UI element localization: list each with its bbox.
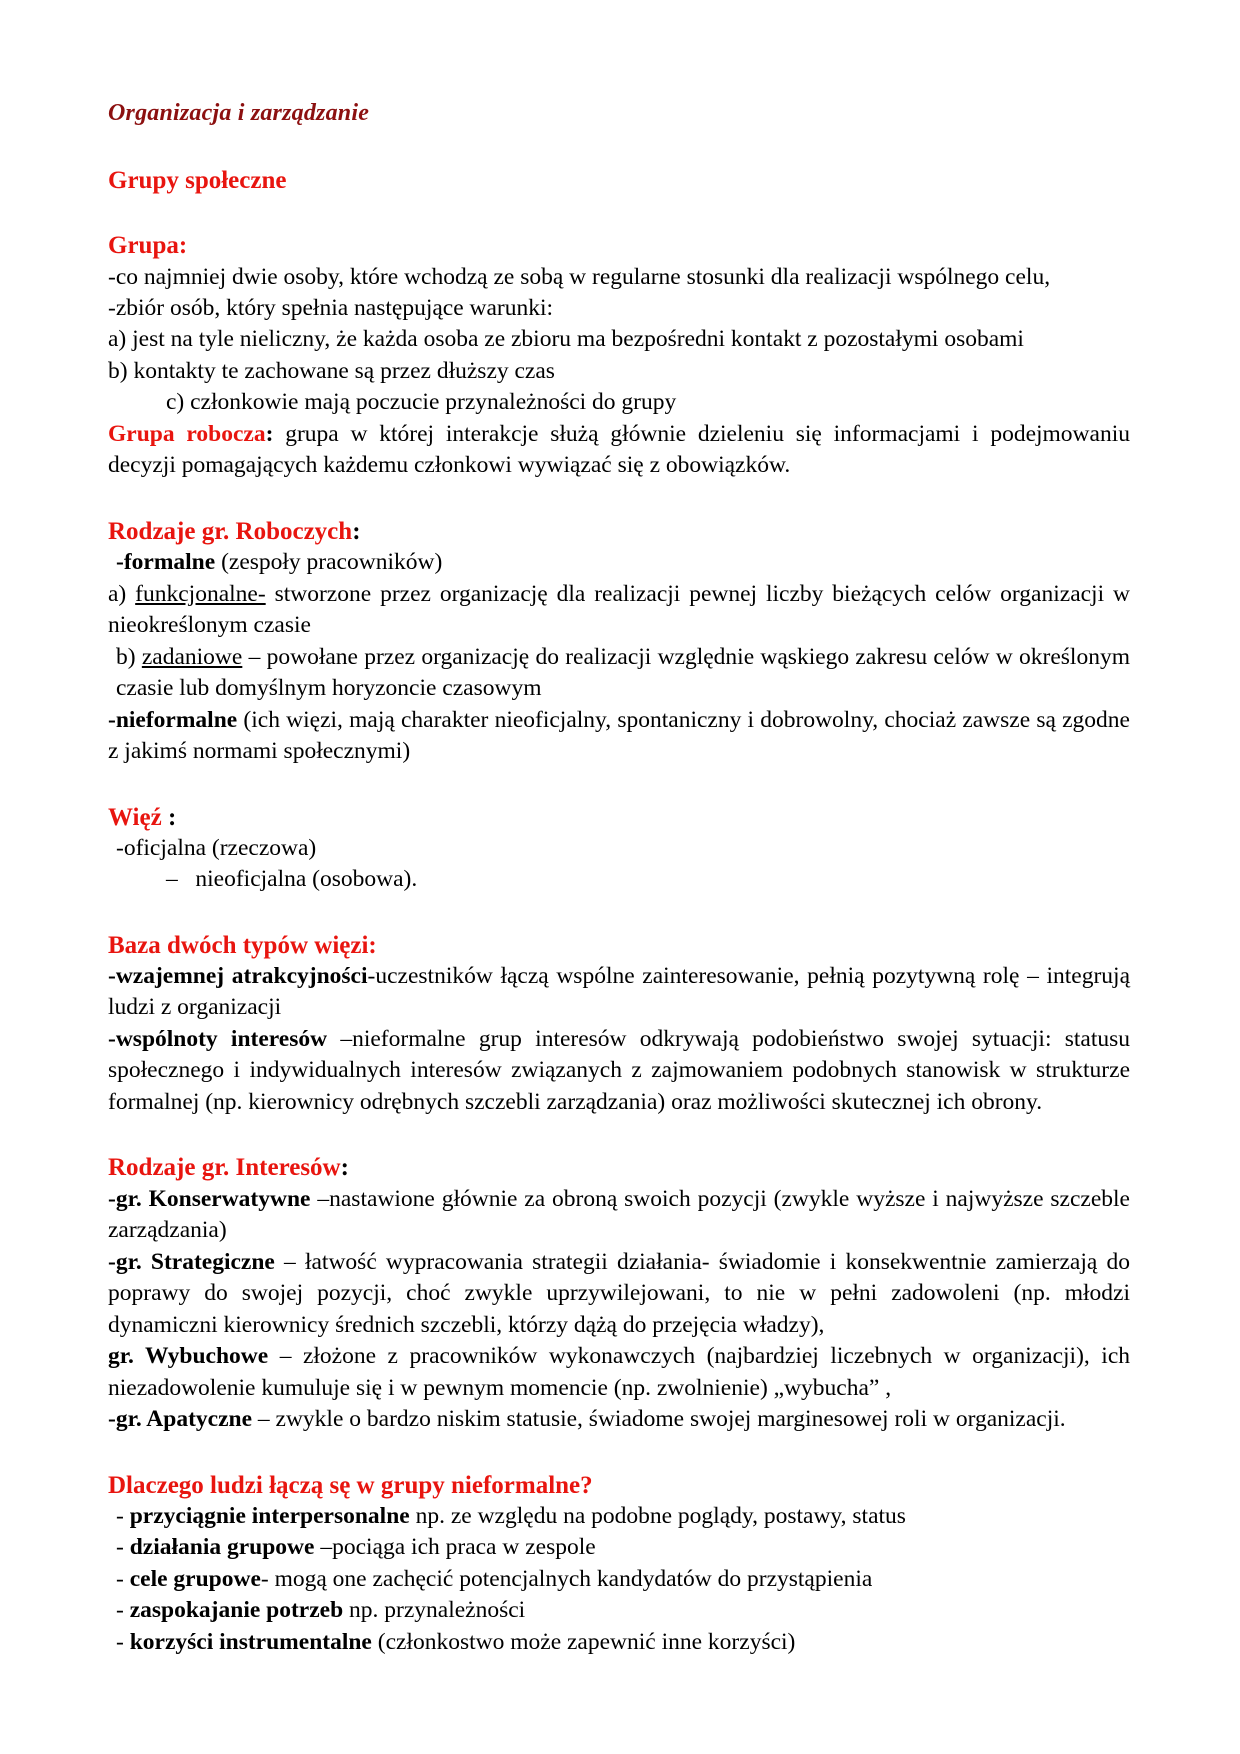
list-item <box>108 1532 1130 1563</box>
przyciagnie-interpersonalne-text: np. ze względu na podobne poglądy, postawy, status <box>409 1502 906 1529</box>
wiez-item-2-dash: – <box>166 866 178 893</box>
zadaniowe-underlined: zadaniowe <box>141 643 243 670</box>
zaspokajanie-potrzeb-text: np. przynależności <box>343 1597 526 1624</box>
wiez-item-1: -oficjalna (rzeczowa) <box>116 834 317 861</box>
list-item <box>108 1627 1130 1658</box>
cele-grupowe-label: cele grupowe <box>129 1565 261 1592</box>
section-rodzaje-gr-roboczych <box>108 516 1130 768</box>
heading-grupa: Grupa: <box>108 232 188 260</box>
nieformalne-label: -nieformalne <box>108 706 238 733</box>
grupa-line-4: b) kontakty te zachowane są przez dłuższy czas <box>108 357 555 384</box>
heading-rodzaje-gr-interesow <box>108 1152 1130 1183</box>
dzialania-grupowe-label: działania grupowe <box>129 1534 315 1561</box>
gr-konserwatywne-text: –nastawione głównie za obroną swoich pozycji (zwykle wyższe i najwyższe szczeble zarządzania) <box>108 1185 1130 1244</box>
baza-wiezi-item-1 <box>108 961 1130 1024</box>
paragraph-grupa-robocza <box>108 419 1130 482</box>
baza-wiezi-item-2 <box>108 1024 1130 1118</box>
heading-wiez <box>108 802 1130 833</box>
rodzaje-roboczych-b <box>108 642 1130 705</box>
section-wiez <box>108 802 1130 896</box>
document-title: Organizacja i zarządzanie <box>108 100 370 126</box>
zaspokajanie-potrzeb-label: zaspokajanie potrzeb <box>129 1597 344 1624</box>
zadaniowe-text: – powołane przez organizację do realizacji względnie wąskiego zakresu celów w określonym czasie lub domyślnym horyzoncie czasowym <box>116 643 1130 702</box>
grupa-robocza-text: grupa w której interakcje służą głównie dzieleniu się informacjami i podejmowaniu decyzji pomagających każdemu członkowi wywiązać się z obowiązków. <box>108 420 1130 479</box>
korzysci-instrumentalne-label: korzyści instrumentalne <box>129 1628 372 1655</box>
gr-interesow-item <box>108 1341 1130 1404</box>
funkcjonalne-underlined: funkcjonalne- <box>135 580 266 607</box>
wzajemnej-atrakcyjnosci-text: -uczestników łączą wspólne zainteresowanie, pełnią pozytywną rolę – integrują ludzi z organizacji <box>108 963 1131 1021</box>
section-rodzaje-gr-interesow <box>108 1152 1130 1435</box>
bullet-dash: - <box>116 1628 130 1655</box>
marker-a: a) <box>108 580 136 607</box>
grupa-robocza-colon: : <box>265 420 274 447</box>
formalne-label: -formalne <box>116 549 216 576</box>
gr-apatyczne-text: – zwykle o bardzo niskim statusie, świadome swojej marginesowej roli w organizacji. <box>252 1406 1066 1433</box>
wspolnoty-interesow-text: –nieformalne grup interesów odkrywają podobieństwo swojej sytuacji: statusu społecznego i indywidualnych interesów związanych z zajmowaniem podobnych stanowisk w strukturze formalnej (np. kierownicy odrębnych szczebli zarządzania) oraz możliwości skutecznej ich obrony. <box>108 1025 1131 1115</box>
heading-rodzaje-roboczych-text: Rodzaje gr. Roboczych <box>108 517 353 545</box>
przyciagnie-interpersonalne-label: przyciągnie interpersonalne <box>129 1502 410 1529</box>
bullet-dash: - <box>116 1565 130 1592</box>
grupa-robocza-label: Grupa robocza <box>108 420 266 447</box>
heading-dlaczego-nieformalne: Dlaczego ludzi łączą sę w grupy nieformalne? <box>108 1471 593 1499</box>
list-item <box>108 1501 1130 1532</box>
section-dlaczego-nieformalne <box>108 1470 1130 1659</box>
bullet-dash: - <box>116 1534 130 1561</box>
gr-strategiczne-text: – łatwość wypracowania strategii działania- świadomie i konsekwentnie zamierzają do poprawy do swojej pozycji, choć zwykle uprzywilejowani, to nie w pełni zadowoleni (np. młodzi dynamiczni kierownicy średnich szczebli, którzy dążą do przejęcia władzy), <box>108 1248 1130 1338</box>
marker-b: b) <box>116 643 142 670</box>
gr-apatyczne-label: -gr. Apatyczne <box>108 1406 253 1433</box>
section-grupa <box>108 230 1130 419</box>
funkcjonalne-text: stworzone przez organizację dla realizacji pewnej liczby bieżących celów organizacji w nieokreślonym czasie <box>108 580 1130 639</box>
wzajemnej-atrakcyjnosci-label: -wzajemnej atrakcyjności <box>108 963 368 989</box>
heading-rodzaje-interesow-text: Rodzaje gr. Interesów <box>108 1154 341 1182</box>
grupa-line-5: c) członkowie mają poczucie przynależności do grupy <box>166 389 677 416</box>
cele-grupowe-text: - mogą one zachęcić potencjalnych kandydatów do przystąpienia <box>260 1565 873 1592</box>
heading-wiez-text: Więź <box>108 803 168 831</box>
heading-rodzaje-gr-roboczych <box>108 516 1130 547</box>
gr-interesow-item <box>108 1247 1130 1341</box>
heading-rodzaje-roboczych-colon: : <box>352 517 361 545</box>
heading-wiez-colon: : <box>167 803 177 831</box>
wiez-item-2-text: nieoficjalna (osobowa). <box>195 866 418 893</box>
formalne-rest: (zespoły pracowników) <box>215 549 443 576</box>
gr-wybuchowe-text: – złożone z pracowników wykonawczych (najbardziej liczebnych w organizacji), ich niezadowolenie kumuluje się i w pewnym momencie (np. zwolnienie) „wybucha” , <box>108 1343 1130 1401</box>
rodzaje-roboczych-a <box>108 579 1130 642</box>
heading-baza-wiezi: Baza dwóch typów więzi: <box>108 931 377 959</box>
gr-wybuchowe-label: gr. Wybuchowe <box>108 1343 269 1370</box>
gr-konserwatywne-label: -gr. Konserwatywne <box>108 1185 311 1212</box>
gr-interesow-item <box>108 1404 1130 1435</box>
bullet-dash: - <box>116 1502 130 1529</box>
dzialania-grupowe-text: –pociąga ich praca w zespole <box>314 1534 596 1561</box>
korzysci-instrumentalne-text: (członkostwo może zapewnić inne korzyści) <box>371 1628 796 1655</box>
nieformalne-text: (ich więzi, mają charakter nieoficjalny, spontaniczny i dobrowolny, chociaż zawsze są zgodne z jakimś normami społecznymi) <box>108 706 1130 765</box>
bullet-dash: - <box>116 1597 130 1624</box>
wiez-item-2 <box>108 864 1130 895</box>
list-item <box>108 1564 1130 1595</box>
wspolnoty-interesow-label: -wspólnoty interesów <box>108 1025 328 1052</box>
heading-rodzaje-interesow-colon: : <box>340 1154 349 1182</box>
rodzaje-roboczych-nieformalne <box>108 705 1130 768</box>
heading-grupy-spoleczne: Grupy społeczne <box>108 167 287 194</box>
gr-strategiczne-label: -gr. Strategiczne <box>108 1248 275 1275</box>
section-baza-wiezi <box>108 930 1130 1119</box>
list-item <box>108 1595 1130 1626</box>
rodzaje-roboczych-formalne <box>108 547 1130 578</box>
grupa-line-2: -zbiór osób, który spełnia następujące warunki: <box>108 294 554 321</box>
gr-interesow-item <box>108 1184 1130 1247</box>
grupa-line-1: -co najmniej dwie osoby, które wchodzą ze sobą w regularne stosunki dla realizacji wspólnego celu, <box>108 263 1051 290</box>
grupa-line-3: a) jest na tyle nieliczny, że każda osoba ze zbioru ma bezpośredni kontakt z pozostałymi osobami <box>108 326 1024 353</box>
